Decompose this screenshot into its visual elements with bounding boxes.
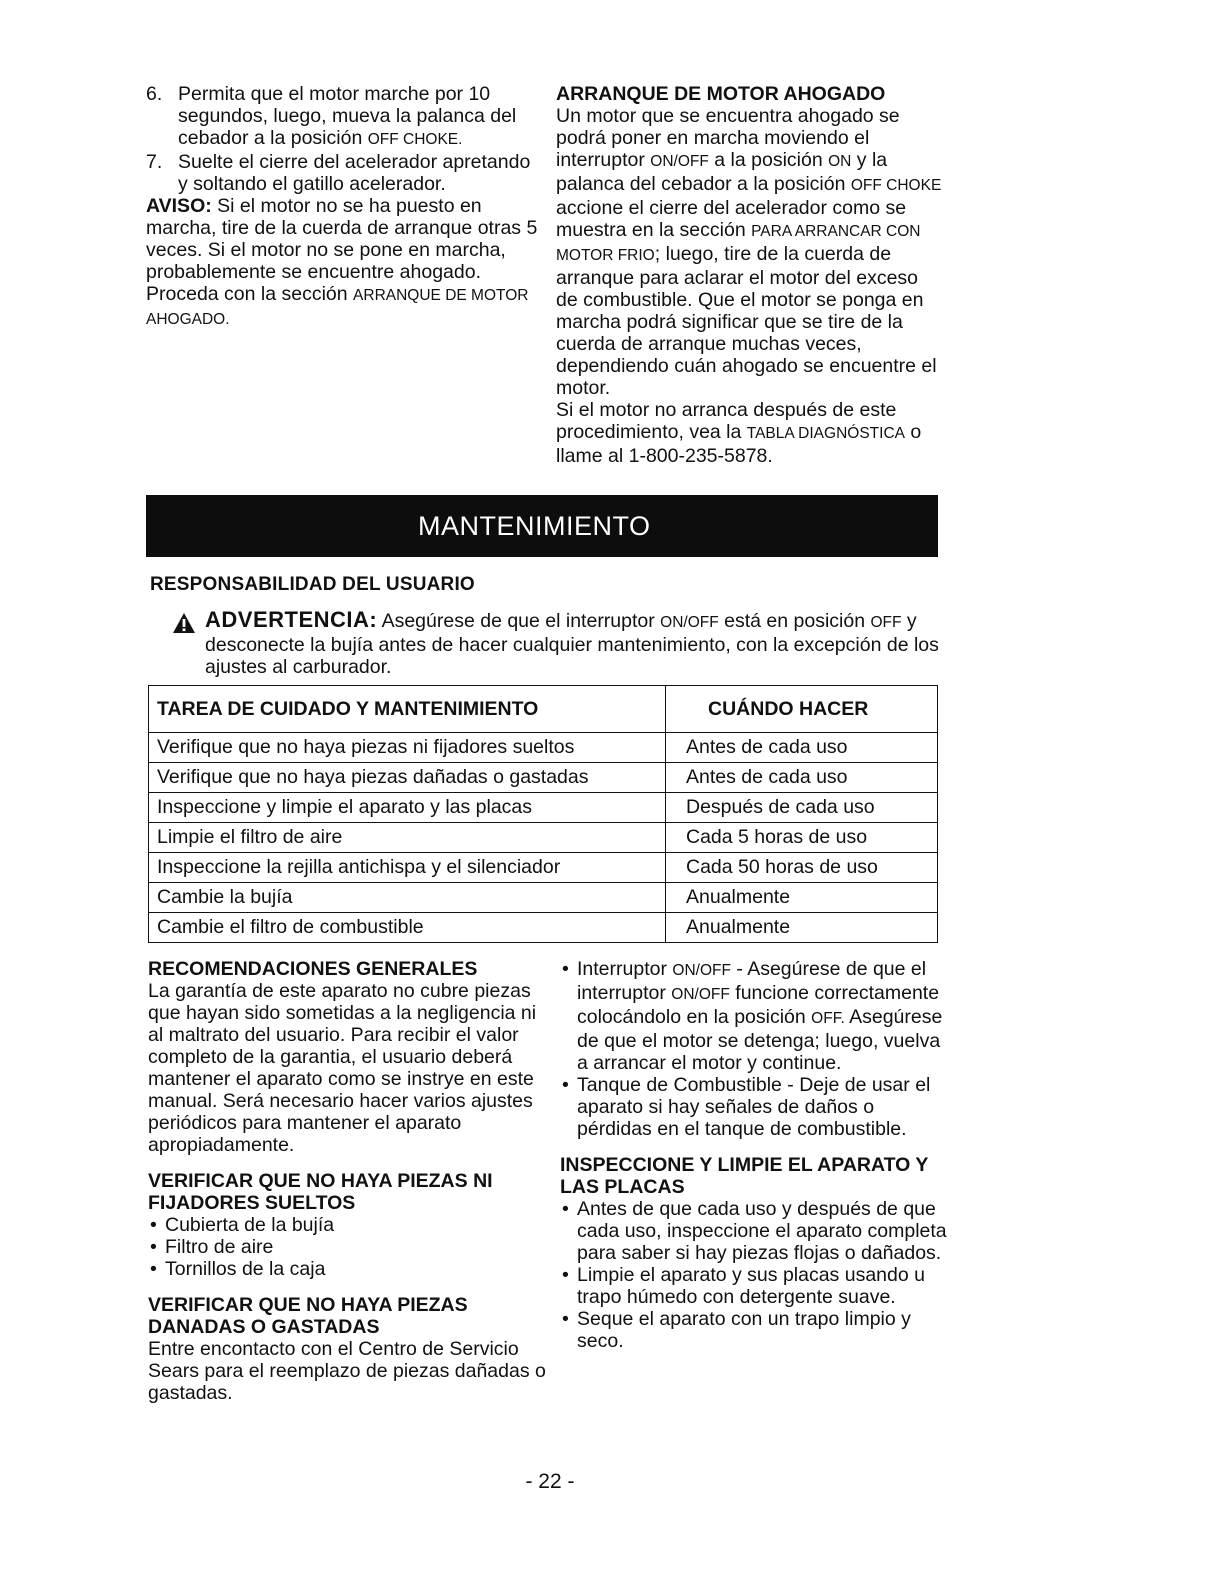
list-item: • Antes de que cada uso y después de que cada uso, inspeccione el aparato completa para saber si hay piezas flojas o dañados. [560, 1198, 950, 1264]
flooded-text: y la palanca del cebador a la posición [556, 149, 888, 195]
warning-label: ADVERTENCIA: [205, 607, 378, 632]
table-row [149, 823, 938, 853]
flooded-sc: TABLA DIAGNÓSTICA [746, 425, 905, 442]
flooded-sc: OFF CHOKE [850, 177, 942, 194]
aviso-text: Si el motor no se ha puesto en marcha, tire de la cuerda de arranque otras 5 veces. Si el motor no se pone en marcha, probablemente se encuentre ahogado. Proceda con la sección [146, 195, 538, 305]
general-recommendations-heading: RECOMENDACIONES GENERALES [148, 958, 478, 980]
warning-part: está en posición [718, 610, 871, 632]
flooded-paragraph-2 [556, 399, 944, 467]
table-row [149, 913, 938, 943]
list-item [146, 83, 538, 151]
responsibility-heading: RESPONSABILIDAD DEL USUARIO [150, 574, 475, 595]
table-row [149, 763, 938, 793]
table-cell: Cada 50 horas de uso [666, 853, 938, 883]
warning-sc: ON/OFF [660, 614, 719, 631]
list-item: • Filtro de aire [148, 1236, 548, 1258]
loose-parts-heading: VERIFICAR QUE NO HAYA PIEZAS NI FIJADORES SUELTOS [148, 1170, 493, 1214]
warning-part: y desconecte la bujía antes de hacer cualquier mantenimiento, con la excepción de los ajustes al carburador. [205, 610, 939, 678]
list-item [146, 151, 538, 195]
item-sc: OFF. [811, 1010, 845, 1027]
item-sc: ON/OFF [671, 986, 730, 1003]
table-cell: Anualmente [666, 913, 938, 943]
step-tail: OFF CHOKE. [367, 131, 463, 148]
item-text: Interruptor [577, 958, 673, 980]
table-cell: Cambie el filtro de combustible [149, 913, 666, 943]
inspect-clean-heading: INSPECCIONE Y LIMPIE EL APARATO Y LAS PLACAS [560, 1154, 929, 1198]
flooded-sc: PARA ARRANCAR CON MOTOR FRIO [556, 223, 921, 264]
loose-parts-list [148, 1214, 548, 1280]
table-cell: Después de cada uso [666, 793, 938, 823]
table-row [149, 883, 938, 913]
top-right-column [556, 83, 944, 467]
table-cell: Cambie la bujía [149, 883, 666, 913]
maintenance-table [148, 685, 938, 943]
flooded-text: ; luego, tire de la cuerda de arranque para aclarar el motor del exceso de combustible. Que el motor se ponga en marcha podrá significar que se tire de la cuerda de arranque muchas veces, dependiendo cuán ahogado se encuentre el motor. [556, 243, 937, 399]
warning-text [172, 609, 942, 678]
item-text: Asegúrese de que el motor se detenga; luego, vuelva a arrancar el motor y continue. [577, 1006, 943, 1074]
list-item: • Tornillos de la caja [148, 1258, 548, 1280]
column-header-task: TAREA DE CUIDADO Y MANTENIMIENTO [149, 686, 666, 733]
table-cell: Inspeccione la rejilla antichispa y el silenciador [149, 853, 666, 883]
step-number: 6. [146, 83, 163, 105]
list-item [560, 958, 950, 1074]
step-text: Suelte el cierre del acelerador apretando y soltando el gatillo acelerador. [178, 151, 531, 195]
table-header-row [149, 686, 938, 733]
table-cell: Anualmente [666, 883, 938, 913]
flooded-text: Un motor que se encuentra ahogado se podrá poner en marcha moviendo el interruptor [556, 105, 900, 171]
table-cell: Inspeccione y limpie el aparato y las placas [149, 793, 666, 823]
table-row [149, 853, 938, 883]
damaged-parts-text: Entre encontacto con el Centro de Servicio Sears para el reemplazo de piezas dañadas o gastadas. [148, 1338, 546, 1404]
warning-icon [172, 612, 196, 634]
table-row [149, 793, 938, 823]
column-header-when: CUÁNDO HACER [666, 686, 938, 733]
item-text: funcione correctamente colocándolo en la posición [577, 982, 940, 1028]
list-item: • Seque el aparato con un trapo limpio y seco. [560, 1308, 950, 1352]
damaged-parts-heading: VERIFICAR QUE NO HAYA PIEZAS DANADAS O GASTADAS [148, 1294, 468, 1338]
aviso-ref: ARRANQUE DE MOTOR AHOGADO. [146, 287, 529, 328]
table-cell: Verifique que no haya piezas dañadas o gastadas [149, 763, 666, 793]
flooded-text: o llame al 1-800-235-5878. [556, 421, 922, 467]
bottom-left-column [148, 958, 548, 1404]
inspect-clean-list [560, 1198, 950, 1352]
steps-list [146, 83, 538, 195]
table-row [149, 733, 938, 763]
table-cell: Limpie el filtro de aire [149, 823, 666, 853]
flooded-paragraph [556, 105, 944, 399]
check-list [560, 958, 950, 1140]
table-cell: Verifique que no haya piezas ni fijadores sueltos [149, 733, 666, 763]
step-number: 7. [146, 151, 163, 173]
item-text: - Asegúrese de que el interruptor [577, 958, 927, 1004]
item-sc: ON/OFF [672, 962, 731, 979]
table-cell: Antes de cada uso [666, 733, 938, 763]
warning-sc: OFF [870, 614, 902, 631]
warning-block [172, 609, 942, 678]
flooded-text: a la posición [708, 149, 829, 171]
list-item: • Limpie el aparato y sus placas usando u trapo húmedo con detergente suave. [560, 1264, 950, 1308]
list-item: • Tanque de Combustible - Deje de usar el aparato si hay señales de daños o pérdidas en el tanque de combustible. [560, 1074, 950, 1140]
bottom-right-column [560, 958, 950, 1352]
flooded-text: Si el motor no arranca después de este procedimiento, vea la [556, 399, 897, 443]
section-banner [146, 495, 938, 557]
flooded-sc: ON [828, 153, 852, 170]
flooded-text: accione el cierre del acelerador como se muestra en la sección [556, 197, 907, 241]
aviso-paragraph [146, 195, 538, 331]
flooded-heading: ARRANQUE DE MOTOR AHOGADO [556, 83, 886, 105]
flooded-sc: ON/OFF [650, 153, 709, 170]
general-recommendations-text: La garantía de este aparato no cubre piezas que hayan sido sometidas a la negligencia ni al maltrato del usuario. Para recibir el valor completo de la garantia, el usuario deberá mantener el aparato como se instrye en este manual. Será necesario hacer varios ajustes periódicos para mantener el aparato apropiadamente. [148, 980, 537, 1156]
table-cell: Cada 5 horas de uso [666, 823, 938, 853]
warning-part: Asegúrese de que el interruptor [377, 610, 661, 632]
list-item: • Cubierta de la bujía [148, 1214, 548, 1236]
top-left-column [146, 83, 538, 331]
step-text: Permita que el motor marche por 10 segundos, luego, mueva la palanca del cebador a la posición [178, 83, 517, 149]
table-cell: Antes de cada uso [666, 763, 938, 793]
banner-title: MANTENIMIENTO [418, 510, 651, 541]
aviso-label: AVISO: [146, 195, 212, 217]
page-number: - 22 - [525, 1470, 575, 1493]
